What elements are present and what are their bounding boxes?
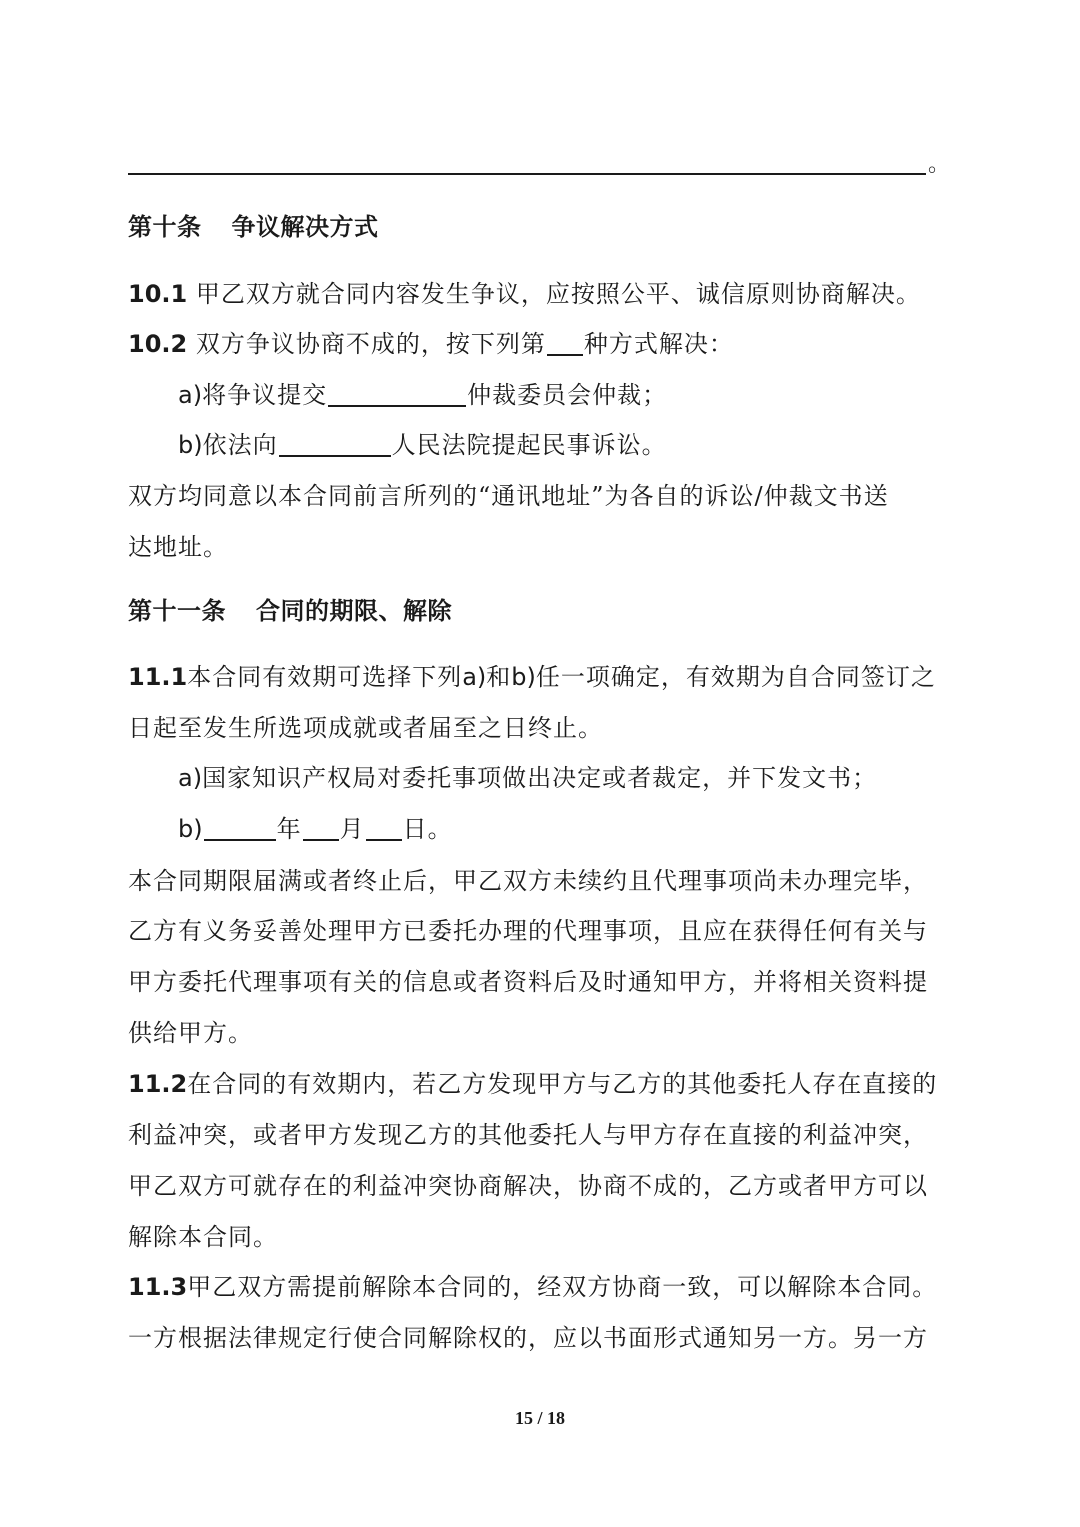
option-text: 日。 [402, 815, 453, 843]
consent-line-2: 达地址。 [128, 533, 228, 561]
option-text: 年 [276, 815, 302, 843]
clause-number: 10.2 [128, 330, 188, 358]
article-11-number: 第十一条 [128, 596, 226, 625]
clause-number: 11.3 [128, 1273, 188, 1301]
clause-number: 11.1 [128, 663, 188, 691]
blank-field [547, 328, 583, 356]
option-text: 国家知识产权局对委托事项做出决定或者裁定，并下发文书； [202, 764, 878, 792]
clause-text: b) [511, 663, 536, 691]
option-text: 月 [339, 815, 365, 843]
paragraph-line: 甲乙双方可就存在的利益冲突协商解决，协商不成的，乙方或者甲方可以 [128, 1172, 928, 1200]
paragraph-line: 乙方有义务妥善处理甲方已委托办理的代理事项，且应在获得任何有关与 [128, 917, 928, 945]
clause-text: 任一项确定，有效期为自合同签订之 [535, 663, 936, 691]
article-11-heading [128, 594, 958, 628]
clause-10-2 [128, 327, 958, 361]
blank-day [366, 813, 402, 841]
clause-number: 11.2 [128, 1070, 188, 1098]
blank-year [204, 813, 276, 841]
clause-11-3-line-1 [128, 1270, 958, 1304]
clause-text: 本合同有效期可选择下列 [187, 663, 463, 691]
option-text: 将争议提交 [202, 381, 328, 409]
option-11-a [178, 761, 1008, 795]
option-text: 依法向 [202, 431, 278, 459]
option-11-b [178, 812, 1008, 846]
option-text: 仲裁委员会仲裁； [467, 381, 668, 409]
clause-text: 在合同的有效期内，若乙方发现甲方与乙方的其他委托人存在直接的 [187, 1070, 938, 1098]
article-11-title: 合同的期限、解除 [256, 596, 452, 625]
clause-11-2-line-1 [128, 1067, 958, 1101]
clause-text: a) [462, 663, 487, 691]
clause-number: 10.1 [128, 280, 188, 308]
page-number: 15 / 18 [514, 1408, 565, 1428]
blank-month [303, 813, 339, 841]
fill-in-blank-line [128, 173, 926, 175]
option-label: a) [178, 764, 203, 792]
clause-text: 双方争议协商不成的，按下列第 [195, 330, 546, 358]
clause-11-1-line-1 [128, 660, 958, 694]
clause-11-1-line-2: 日起至发生所选项成就或者届至之日终止。 [128, 714, 603, 742]
clause-text: 甲乙双方需提前解除本合同的，经双方协商一致，可以解除本合同。 [187, 1273, 938, 1301]
option-10-b [178, 428, 1008, 462]
trailing-period: 。 [928, 152, 951, 177]
article-10-number: 第十条 [128, 212, 202, 241]
blank-field [328, 379, 466, 407]
option-10-a [178, 378, 1008, 412]
blank-field [279, 429, 391, 457]
paragraph-line: 本合同期限届满或者终止后，甲乙双方未续约且代理事项尚未办理完毕， [128, 867, 928, 895]
paragraph-line: 一方根据法律规定行使合同解除权的，应以书面形式通知另一方。另一方 [128, 1324, 928, 1352]
option-label: a) [178, 381, 203, 409]
paragraph-line: 甲方委托代理事项有关的信息或者资料后及时通知甲方，并将相关资料提 [128, 968, 928, 996]
clause-text: 种方式解决： [583, 330, 734, 358]
article-10-heading [128, 210, 958, 244]
paragraph-line: 供给甲方。 [128, 1019, 253, 1047]
option-text: 人民法院提起民事诉讼。 [391, 431, 667, 459]
paragraph-line: 解除本合同。 [128, 1223, 278, 1251]
clause-10-1 [128, 277, 958, 311]
article-10-title: 争议解决方式 [231, 212, 379, 241]
clause-text: 和 [486, 663, 512, 691]
option-label: b) [178, 431, 203, 459]
paragraph-line: 利益冲突，或者甲方发现乙方的其他委托人与甲方存在直接的利益冲突， [128, 1121, 928, 1149]
option-label: b) [178, 815, 203, 843]
consent-line-1: 双方均同意以本合同前言所列的“通讯地址”为各自的诉讼/仲裁文书送 [128, 482, 889, 510]
clause-text: 甲乙双方就合同内容发生争议，应按照公平、诚信原则协商解决。 [195, 280, 921, 308]
